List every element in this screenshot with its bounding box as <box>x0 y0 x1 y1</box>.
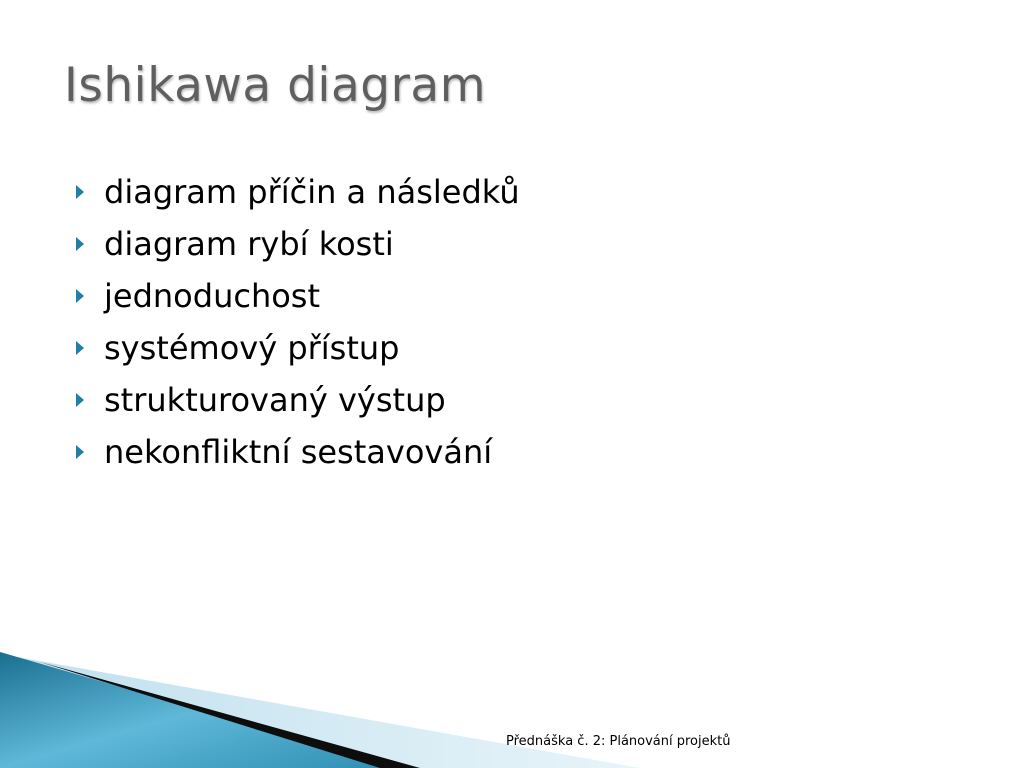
bullet-arrow-icon <box>76 237 84 251</box>
bullet-arrow-icon <box>76 289 84 303</box>
bullet-text: systémový přístup <box>104 329 400 367</box>
bullet-arrow-icon <box>76 185 84 199</box>
bullet-text: diagram rybí kosti <box>104 225 394 263</box>
list-item <box>76 426 520 478</box>
bullet-text: diagram příčin a následků <box>104 173 520 211</box>
list-item <box>76 322 520 374</box>
bullet-list <box>76 166 520 478</box>
bullet-text: strukturovaný výstup <box>104 381 446 419</box>
bullet-arrow-icon <box>76 341 84 355</box>
list-item <box>76 166 520 218</box>
bullet-arrow-icon <box>76 393 84 407</box>
list-item <box>76 374 520 426</box>
slide-title: Ishikawa diagram <box>64 58 487 113</box>
bullet-text: nekonfliktní sestavování <box>104 433 493 471</box>
list-item <box>76 218 520 270</box>
footer-text: Přednáška č. 2: Plánování projektů <box>506 734 731 749</box>
bullet-arrow-icon <box>76 445 84 459</box>
bullet-text: jednoduchost <box>104 277 321 315</box>
list-item <box>76 270 520 322</box>
